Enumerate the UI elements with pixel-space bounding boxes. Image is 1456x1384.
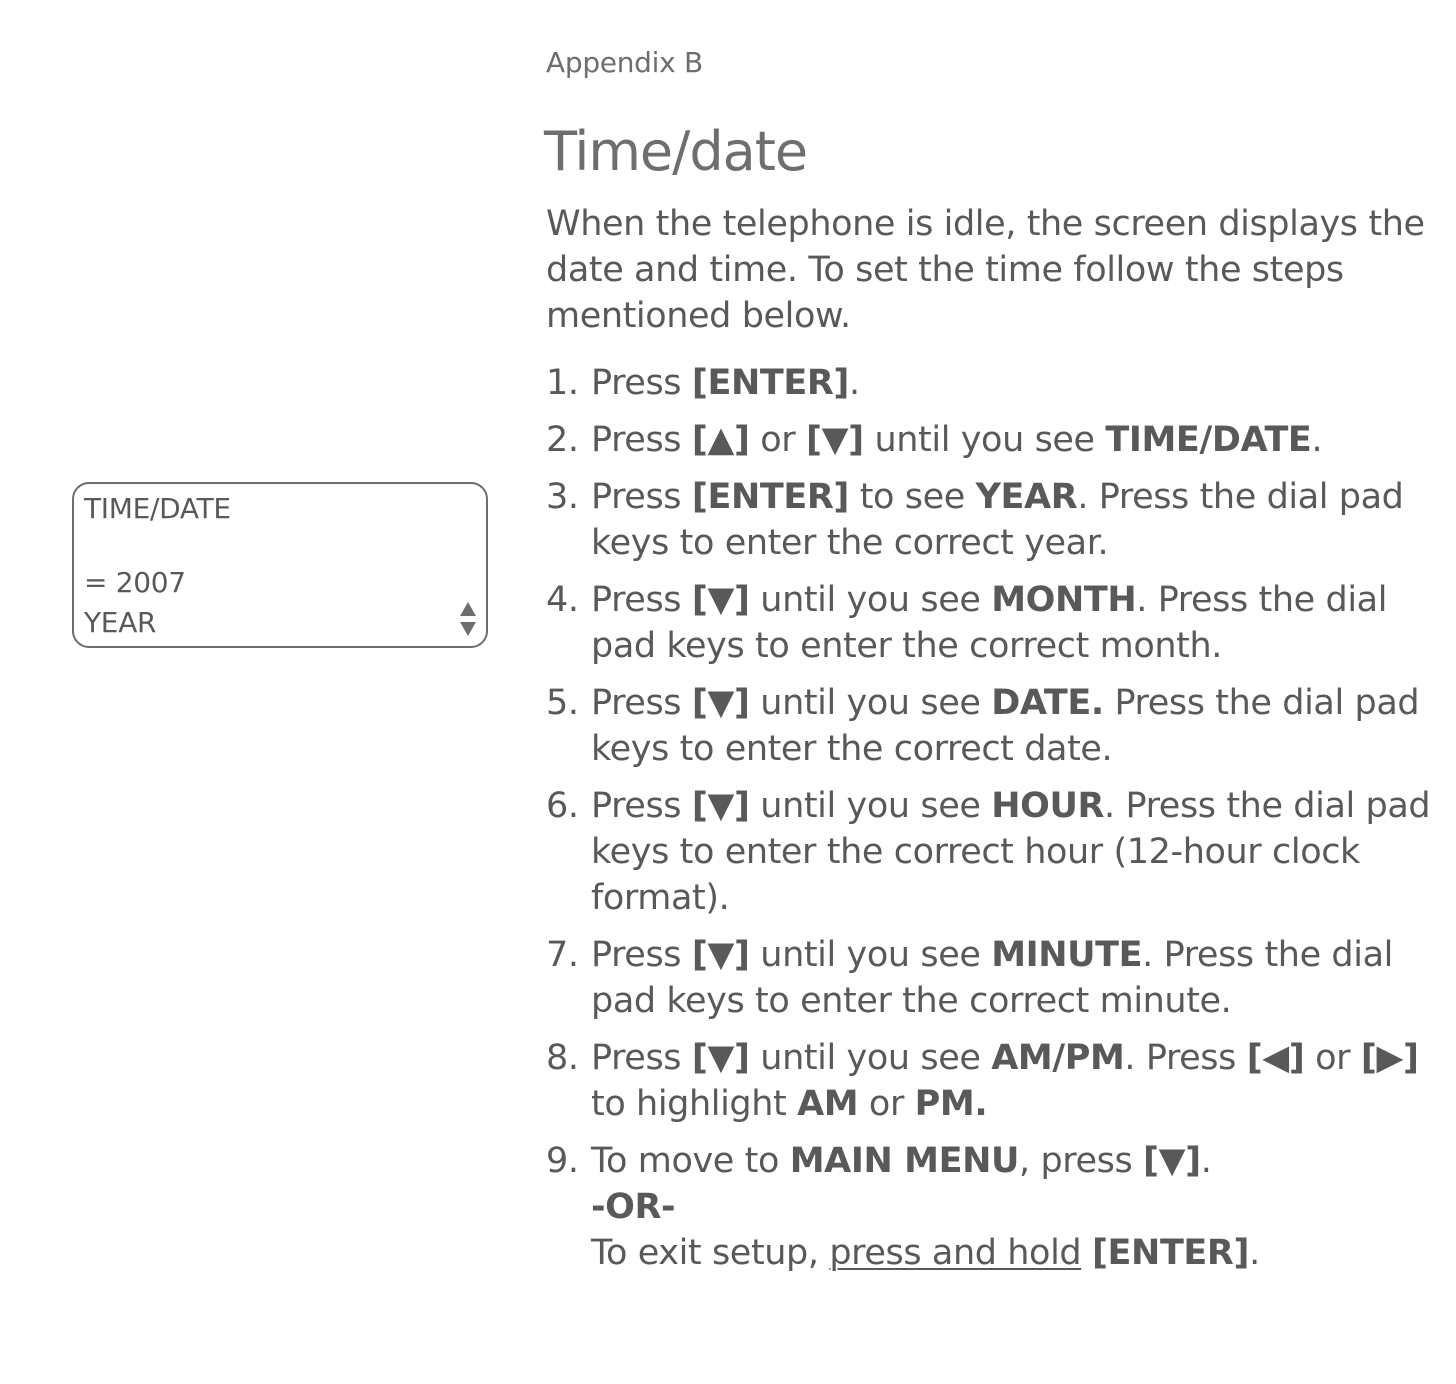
step-number: 2. (546, 420, 579, 460)
key-label: [▼] (691, 786, 750, 826)
press-and-hold-text: press and hold (829, 1233, 1082, 1273)
key-label: [◀] (1246, 1038, 1305, 1078)
menu-label: HOUR (991, 786, 1105, 826)
menu-label: DATE. (991, 683, 1104, 723)
menu-label: YEAR (975, 477, 1078, 517)
key-label: [▼] (691, 935, 750, 975)
step-number: 8. (546, 1038, 579, 1078)
section-header: Appendix B (546, 46, 703, 79)
step-number: 4. (546, 580, 579, 620)
menu-label: PM. (914, 1084, 988, 1124)
key-label: [▼] (691, 1038, 750, 1078)
list-item: 8. Press [▼] until you see AM/PM. Press [◀] or [▶] to highlight AM or PM. (546, 1035, 1436, 1127)
lcd-line-menu: TIME/DATE (84, 492, 231, 525)
key-label: [▼] (1143, 1141, 1201, 1181)
or-separator: -OR- (591, 1187, 676, 1227)
key-label: [▼] (691, 683, 750, 723)
list-item: 6. Press [▼] until you see HOUR. Press the dial pad keys to enter the correct hour (12-hour clock format). (546, 783, 1436, 921)
step-number: 3. (546, 477, 579, 517)
page-title: Time/date (544, 120, 808, 183)
key-label: [ENTER] (691, 363, 849, 403)
lcd-screen-illustration (72, 482, 488, 648)
key-label: [▼] (806, 420, 864, 460)
step-number: 5. (546, 683, 579, 723)
list-item: 3. Press [ENTER] to see YEAR. Press the dial pad keys to enter the correct year. (546, 474, 1436, 566)
menu-label: AM (797, 1084, 859, 1124)
list-item: 1. Press [ENTER]. (546, 360, 1436, 406)
step-number: 1. (546, 363, 579, 403)
list-item: 7. Press [▼] until you see MINUTE. Press the dial pad keys to enter the correct minute. (546, 932, 1436, 1024)
key-label: [▶] (1360, 1038, 1419, 1078)
steps-list (546, 360, 1436, 1287)
menu-label: MINUTE (991, 935, 1143, 975)
step-number: 6. (546, 786, 579, 826)
step-number: 7. (546, 935, 579, 975)
menu-label: MONTH (991, 580, 1137, 620)
up-down-arrows-icon (458, 600, 478, 638)
key-label: [ENTER] (1091, 1233, 1250, 1273)
lcd-line-value: = 2007 (84, 566, 186, 599)
lcd-line-label: YEAR (84, 606, 157, 639)
key-label: [▲] (691, 420, 750, 460)
key-label: [ENTER] (691, 477, 849, 517)
menu-label: MAIN MENU (789, 1141, 1019, 1181)
list-item: 9. To move to MAIN MENU, press [▼]. -OR- To exit setup, press and hold [ENTER]. (546, 1138, 1436, 1276)
key-label: [▼] (691, 580, 750, 620)
list-item: 2. Press [▲] or [▼] until you see TIME/DATE. (546, 417, 1436, 463)
list-item: 4. Press [▼] until you see MONTH. Press the dial pad keys to enter the correct month. (546, 577, 1436, 669)
menu-label: TIME/DATE (1105, 420, 1312, 460)
list-item: 5. Press [▼] until you see DATE. Press the dial pad keys to enter the correct date. (546, 680, 1436, 772)
menu-label: AM/PM (991, 1038, 1125, 1078)
step-number: 9. (546, 1141, 579, 1181)
intro-paragraph: When the telephone is idle, the screen displays the date and time. To set the time follow the steps mentioned below. (546, 204, 1425, 336)
